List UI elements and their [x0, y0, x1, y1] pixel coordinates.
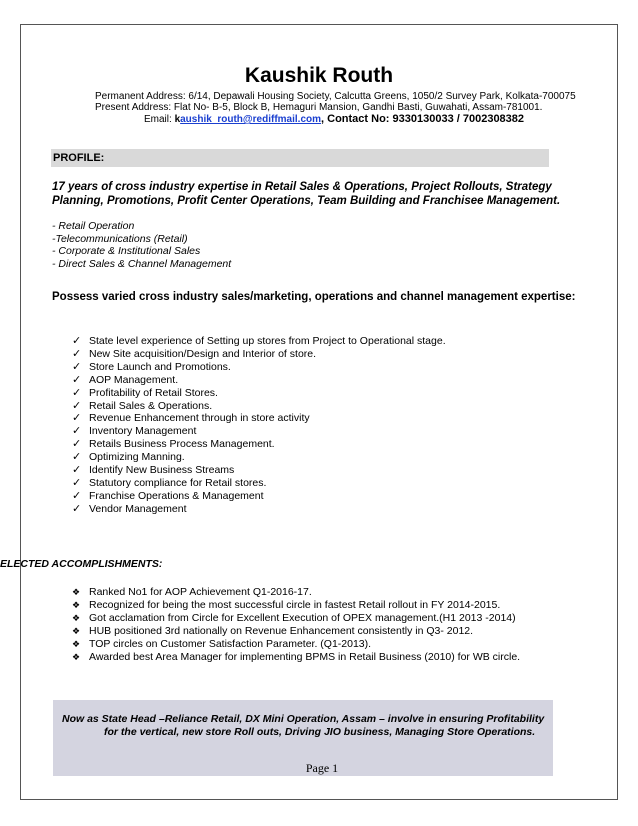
- profile-summary: 17 years of cross industry expertise in Retail Sales & Operations, Project Rollouts, Strategy Planning, Promotions, Profit Center Operations, Team Building and Franchisee Management.: [52, 181, 561, 207]
- current-role-line-2: for the vertical, new store Roll outs, Driving JIO business, Managing Store Operations.: [104, 726, 536, 738]
- list-item-text: Awarded best Area Manager for implementing BPMS in Retail Business (2010) for WB circle.: [89, 650, 521, 663]
- checkmark-icon: ✓: [72, 489, 82, 502]
- profile-heading: PROFILE:: [51, 149, 549, 167]
- contact-number: , Contact No: 9330130033 / 7002308382: [321, 113, 525, 125]
- checkmark-icon: ✓: [72, 451, 82, 464]
- list-item-text: Retail Sales & Operations.: [89, 399, 213, 412]
- list-item-text: HUB positioned 3rd nationally on Revenue Enhancement consistently in Q3- 2012.: [89, 624, 474, 637]
- list-item-text: State level experience of Setting up stores from Project to Operational stage.: [89, 335, 446, 347]
- permanent-address: Permanent Address: 6/14, Depawali Housing Society, Calcutta Greens, 1050/2 Survey Park, Kolkata-700075: [95, 91, 576, 102]
- diamond-bullet-icon: ❖: [72, 587, 81, 597]
- list-item: [72, 335, 446, 348]
- list-item-text: Optimizing Manning.: [89, 451, 185, 464]
- list-item-text: Ranked No1 for AOP Achievement Q1-2016-17.: [89, 586, 312, 598]
- checkmark-icon: ✓: [72, 476, 82, 489]
- area-item: - Retail Operation: [52, 220, 135, 232]
- diamond-bullet-icon: ❖: [72, 651, 81, 662]
- list-item: [72, 412, 446, 425]
- list-item: [72, 361, 446, 374]
- list-item: [72, 612, 520, 625]
- list-item: [72, 425, 446, 438]
- list-item-text: New Site acquisition/Design and Interior of store.: [89, 347, 317, 360]
- list-item-text: AOP Management.: [89, 373, 179, 386]
- checkmark-icon: ✓: [72, 386, 82, 399]
- checkmark-icon: ✓: [72, 425, 82, 438]
- diamond-bullet-icon: ❖: [72, 612, 81, 623]
- list-item-text: Store Launch and Promotions.: [89, 360, 231, 373]
- area-list: [52, 220, 231, 270]
- area-item: - Corporate & Institutional Sales: [52, 245, 201, 258]
- list-item-text: Vendor Management: [89, 502, 187, 515]
- list-item: [72, 477, 446, 490]
- list-item: [72, 599, 520, 612]
- accomplishments-list: [72, 586, 520, 663]
- list-item: [72, 586, 520, 599]
- list-item: [72, 625, 520, 638]
- list-item-text: Franchise Operations & Management: [89, 489, 264, 502]
- present-address: Present Address: Flat No- B-5, Block B, Hemaguri Mansion, Gandhi Basti, Guwahati, Assam-781001.: [95, 102, 543, 113]
- list-item: [72, 451, 446, 464]
- list-item: [72, 348, 446, 361]
- candidate-name: Kaushik Routh: [244, 64, 394, 87]
- page-number: Page 1: [305, 761, 339, 775]
- list-item-text: Revenue Enhancement through in store activity: [89, 412, 310, 425]
- list-item-text: Profitability of Retail Stores.: [89, 386, 218, 399]
- list-item: [72, 464, 446, 477]
- checkmark-icon: ✓: [72, 347, 82, 360]
- expertise-heading: Possess varied cross industry sales/marketing, operations and channel management expertise:: [52, 291, 576, 303]
- list-item: [72, 374, 446, 387]
- list-item: [72, 503, 446, 516]
- diamond-bullet-icon: ❖: [72, 599, 81, 610]
- list-item-text: Inventory Management: [89, 425, 197, 438]
- area-item: -Telecommunications (Retail): [52, 232, 188, 245]
- checkmark-icon: ✓: [72, 502, 82, 515]
- list-item-text: Got acclamation from Circle for Excellent Execution of OPEX management.(H1 2013 -2014): [89, 611, 516, 624]
- list-item: [72, 400, 446, 413]
- current-role-line-1: Now as State Head –Reliance Retail, DX Mini Operation, Assam – involve in ensuring Profitability: [62, 713, 545, 725]
- area-item: - Direct Sales & Channel Management: [52, 257, 232, 270]
- list-item-text: Recognized for being the most successful circle in fastest Retail rollout in FY 2014-2015.: [89, 598, 501, 611]
- checkmark-icon: ✓: [72, 399, 82, 412]
- diamond-bullet-icon: ❖: [72, 625, 81, 636]
- accomplishments-heading: ELECTED ACCOMPLISHMENTS:: [0, 558, 163, 570]
- checkmark-icon: ✓: [72, 360, 82, 373]
- checkmark-icon: ✓: [72, 412, 82, 425]
- email-link[interactable]: aushik_routh@rediffmail.com: [180, 114, 322, 125]
- contact-line: [144, 113, 524, 125]
- list-item: [72, 438, 446, 451]
- list-item: [72, 651, 520, 664]
- list-item: [72, 638, 520, 651]
- list-item: [72, 490, 446, 503]
- diamond-bullet-icon: ❖: [72, 638, 81, 649]
- email-label: Email:: [144, 114, 175, 125]
- checkmark-icon: ✓: [72, 464, 82, 477]
- list-item-text: Identify New Business Streams: [89, 464, 235, 477]
- expertise-list: [72, 335, 446, 516]
- checkmark-icon: ✓: [72, 373, 82, 386]
- list-item-text: Statutory compliance for Retail stores.: [89, 476, 267, 489]
- email-prefix: k: [174, 114, 181, 125]
- list-item-text: TOP circles on Customer Satisfaction Parameter. (Q1-2013).: [89, 637, 372, 650]
- checkmark-icon: ✓: [72, 438, 82, 451]
- list-item: [72, 387, 446, 400]
- checkmark-icon: ✓: [72, 335, 82, 347]
- list-item-text: Retails Business Process Management.: [89, 438, 275, 451]
